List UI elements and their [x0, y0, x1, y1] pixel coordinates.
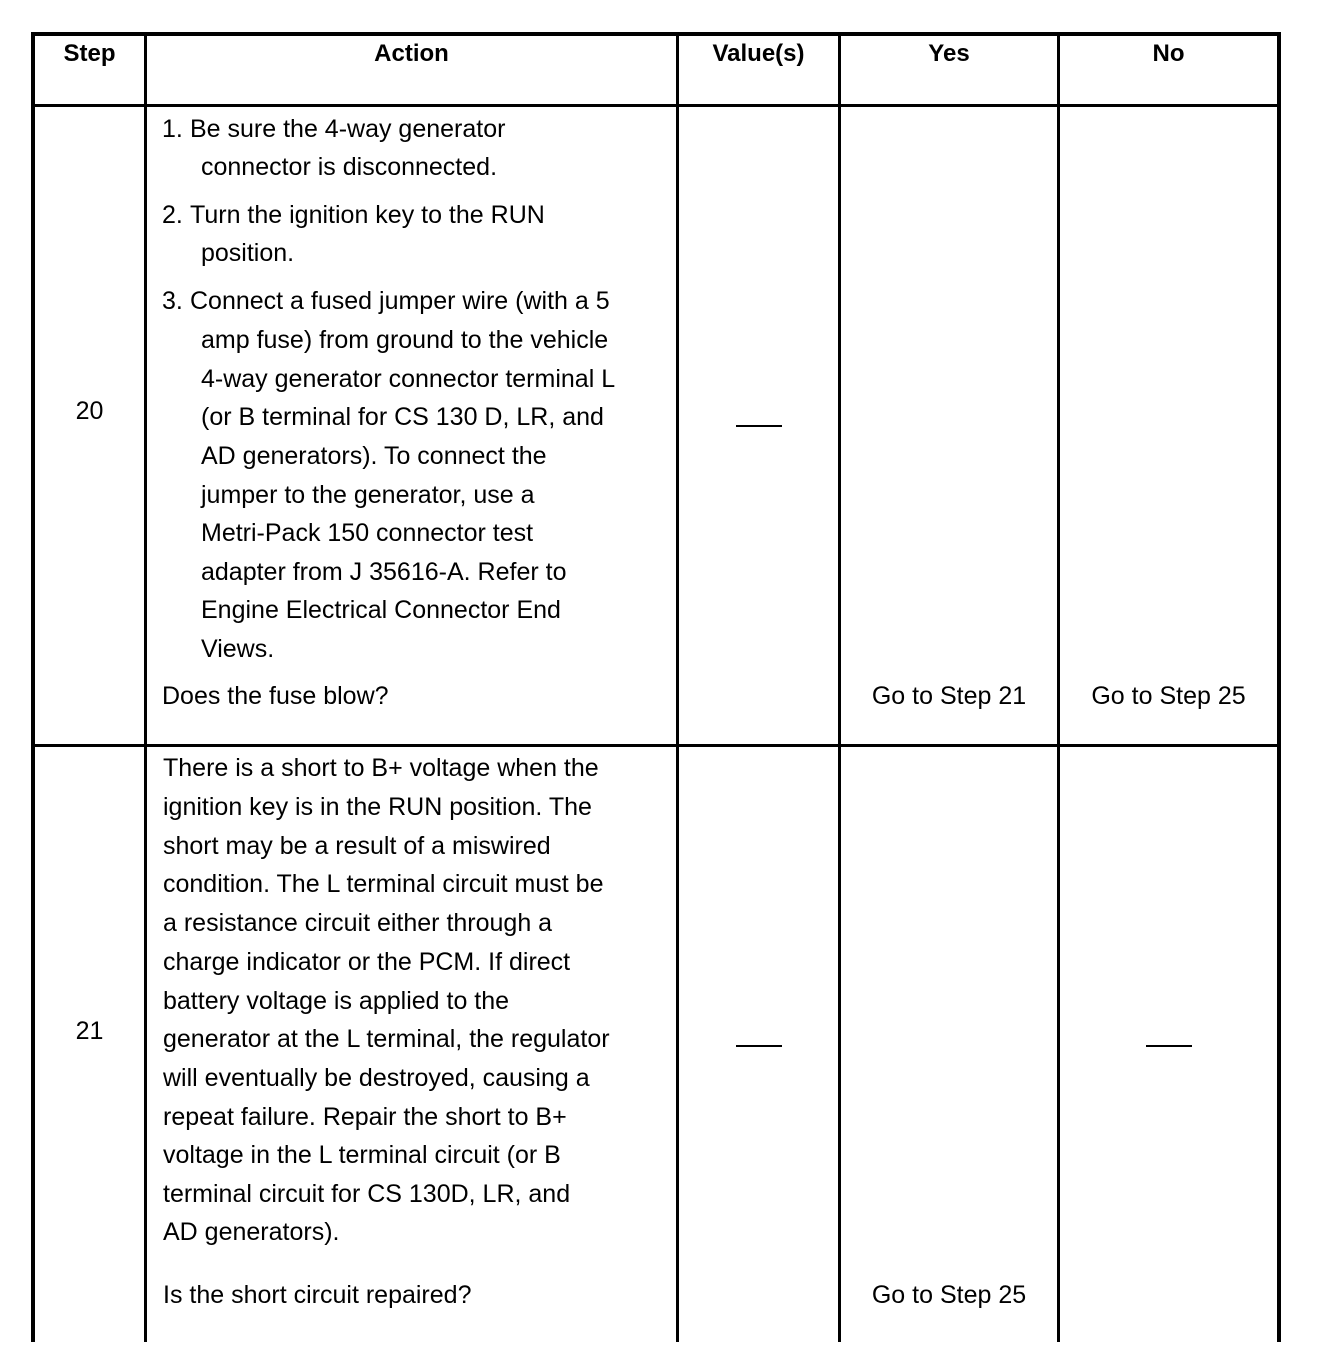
step-number: 20	[75, 397, 104, 425]
action-line: voltage in the L terminal circuit (or B	[163, 1141, 561, 1169]
action-line: condition. The L terminal circuit must be	[163, 870, 604, 898]
column-divider-action	[676, 32, 679, 1342]
table-left-border	[31, 32, 35, 1342]
action-line: AD generators).	[163, 1218, 340, 1246]
action-line: jumper to the generator, use a	[201, 481, 535, 509]
action-line: Connect a fused jumper wire (with a 5	[190, 287, 610, 315]
action-line: battery voltage is applied to the	[163, 987, 510, 1015]
yes-result: Go to Step 25	[871, 1281, 1027, 1309]
action-line: generator at the L terminal, the regulator	[163, 1025, 610, 1053]
action-question: Does the fuse blow?	[162, 682, 389, 710]
action-line: position.	[201, 239, 295, 267]
header-values: Value(s)	[712, 40, 805, 67]
action-line: short may be a result of a miswired	[163, 832, 551, 860]
action-line: repeat failure. Repair the short to B+	[163, 1103, 567, 1131]
header-step: Step	[63, 40, 116, 67]
value-empty-dash	[736, 425, 782, 427]
action-line: Metri-Pack 150 connector test	[201, 519, 534, 547]
no-empty-dash	[1146, 1045, 1192, 1047]
step-number: 21	[75, 1017, 104, 1045]
action-line: Turn the ignition key to the RUN	[190, 201, 545, 229]
value-empty-dash	[736, 1045, 782, 1047]
action-line: AD generators). To connect the	[201, 442, 547, 470]
action-item-number: 2.	[162, 201, 183, 229]
action-line: a resistance circuit either through a	[163, 909, 553, 937]
column-divider-step	[144, 32, 147, 1342]
action-item-number: 3.	[162, 287, 183, 315]
action-line: charge indicator or the PCM. If direct	[163, 948, 571, 976]
action-line: There is a short to B+ voltage when the	[163, 754, 599, 782]
header-no: No	[1152, 40, 1185, 67]
action-line: (or B terminal for CS 130 D, LR, and	[201, 403, 604, 431]
header-bottom-border	[31, 104, 1281, 107]
action-line: terminal circuit for CS 130D, LR, and	[163, 1180, 571, 1208]
yes-result: Go to Step 21	[871, 682, 1027, 710]
table-top-border	[31, 32, 1281, 36]
header-action: Action	[374, 40, 449, 67]
action-item-number: 1.	[162, 115, 183, 143]
action-line: 4-way generator connector terminal L	[201, 365, 616, 393]
action-line: Engine Electrical Connector End	[201, 596, 561, 624]
action-line: ignition key is in the RUN position. The	[163, 793, 592, 821]
action-line: Be sure the 4-way generator	[190, 115, 506, 143]
action-question: Is the short circuit repaired?	[163, 1281, 472, 1309]
action-line: Views.	[201, 635, 275, 663]
action-line: connector is disconnected.	[201, 153, 498, 181]
header-yes: Yes	[928, 40, 970, 67]
action-line: adapter from J 35616-A. Refer to	[201, 558, 567, 586]
row-divider	[31, 744, 1281, 747]
action-line: amp fuse) from ground to the vehicle	[201, 326, 609, 354]
no-result: Go to Step 25	[1091, 682, 1246, 710]
action-line: will eventually be destroyed, causing a	[163, 1064, 590, 1092]
table-right-border	[1277, 32, 1281, 1342]
